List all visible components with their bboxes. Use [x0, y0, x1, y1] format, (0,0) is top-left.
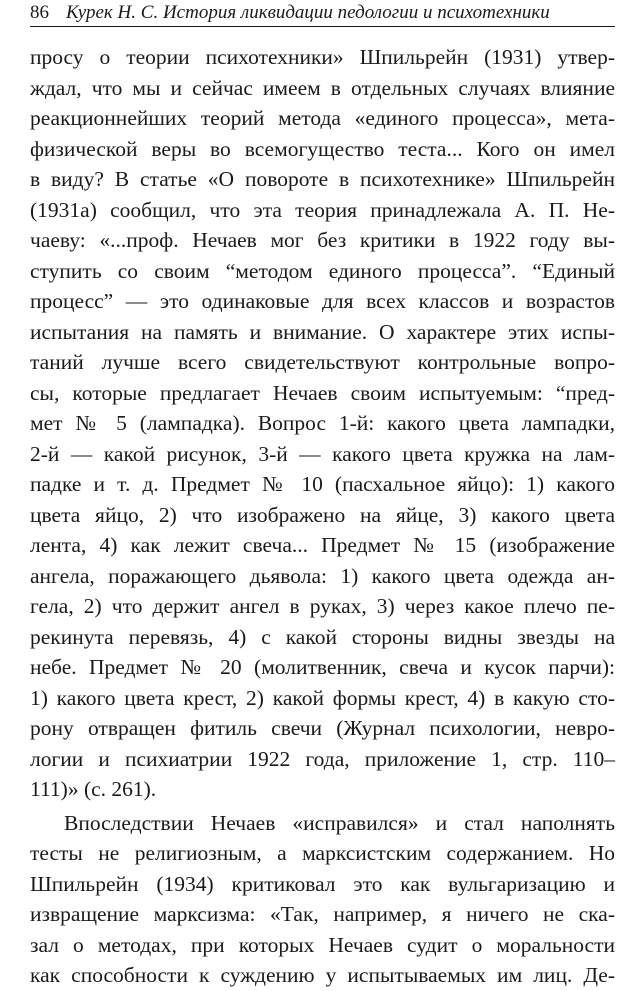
text-line: рекинута перевязь, 4) с какой стороны видны звезды на [30, 624, 615, 649]
text-line: Впоследствии Нечаев «исправился» и стал наполнять [64, 810, 615, 835]
text-line: зал о методах, при которых Нечаев судит о моральности [30, 932, 615, 957]
text-line: ждал, что мы и сейчас имеем в отдельных случаях влияние [30, 75, 615, 100]
running-title: Курек Н. С. История ликвидации педологии и психотехники [66, 2, 550, 23]
text-line: (1931а) сообщил, что эта теория принадлежала А. П. Не- [30, 197, 615, 222]
text-line: чаеву: «...проф. Нечаев мог без критики в 1922 году вы- [30, 228, 615, 252]
text-line: цвета яйцо, 2) что изображено на яйце, 3) какого цвета [30, 502, 615, 527]
text-line: 1) какого цвета крест, 2) какой формы крест, 4) в какую сто- [30, 685, 615, 710]
text-line: ступить со своим “методом единого процесса”. “Единый [30, 258, 615, 283]
text-line: Шпильрейн (1934) критиковал это как вульгаризацию и [30, 871, 615, 896]
text-line: гела, 2) что держит ангел в руках, 3) через какое плечо пе- [30, 594, 615, 618]
body-text [30, 42, 615, 991]
text-line: просу о теории психотехники» Шпильрейн (1931) утвер- [30, 45, 615, 69]
text-line: небе. Предмет № 20 (молитвенник, свеча и кусок парчи): [30, 655, 615, 679]
text-line: реакционнейших теорий метода «единого процесса», мета- [30, 106, 615, 130]
text-line: извращение марксизма: «Так, например, я ничего не ска- [30, 902, 615, 926]
text-line: таний лучше всего свидетельствуют контрольные вопро- [30, 350, 615, 374]
text-line: рону отвращен фитиль свечи (Журнал психологии, невро- [30, 716, 615, 740]
text-line: мет № 5 (лампадка). Вопрос 1-й: какого цвета лампадки, [30, 411, 615, 435]
text-line: логии и психиатрии 1922 года, приложение 1, стр. 110– [30, 746, 615, 771]
text-line: 2-й — какой рисунок, 3-й — какого цвета кружка на лам- [30, 441, 615, 466]
paragraph-1 [30, 42, 615, 805]
text-line: сы, которые предлагает Нечаев своим испытуемым: “пред- [30, 380, 615, 405]
text-line: испытания на память и внимание. О характере этих испы- [30, 319, 615, 344]
text-line: тесты не религиозным, а марксистским содержанием. Но [30, 841, 615, 865]
page-number: 86 [30, 2, 49, 23]
text-line: падке и т. д. Предмет № 10 (пасхальное яйцо): 1) какого [30, 472, 615, 496]
running-head [30, 2, 615, 27]
text-line: лента, 4) как лежит свеча... Предмет № 15 (изображение [30, 533, 615, 557]
text-line: процесс” — это одинаковые для всех классов и возрастов [30, 289, 615, 313]
text-line: физической веры во всемогущество теста... Кого он имел [30, 136, 615, 161]
text-line: в виду? В статье «О повороте в психотехнике» Шпильрейн [30, 167, 615, 191]
paragraph-2 [30, 808, 615, 991]
text-line: 111)» (с. 261). [30, 777, 157, 801]
text-line: как способности к суждению у испытываемых им лиц. Де- [30, 963, 615, 987]
text-line: ангела, поражающего дьявола: 1) какого цвета одежда ан- [30, 563, 615, 588]
